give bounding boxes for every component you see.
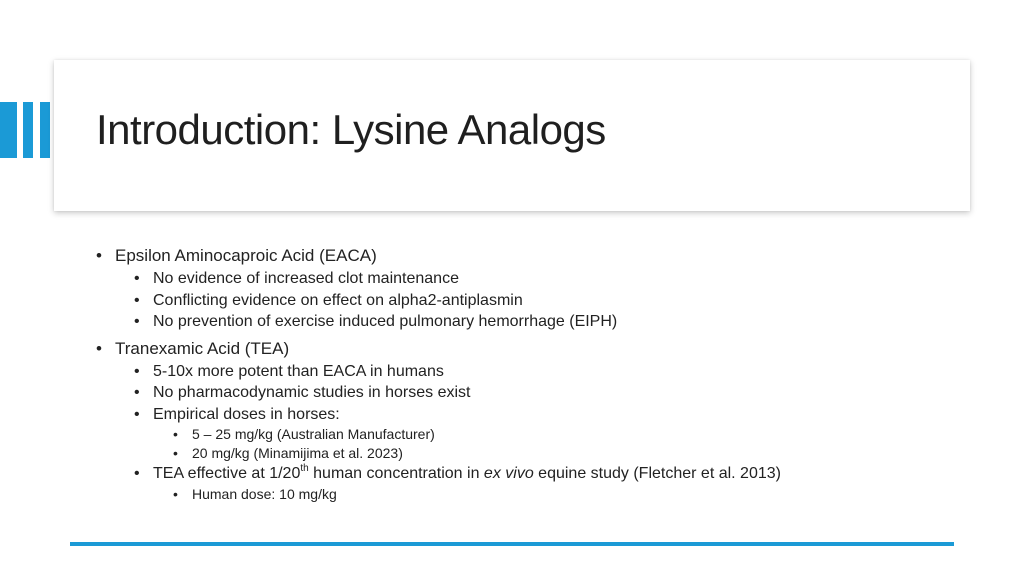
bullet-text: Epsilon Aminocaproic Acid (EACA) (115, 246, 377, 265)
sub-sub-bullet-item (96, 425, 996, 444)
bullet-text: Human dose: 10 mg/kg (192, 485, 337, 502)
bullet-text: No prevention of exercise induced pulmonary hemorrhage (EIPH) (153, 313, 618, 330)
bullet-icon: • (173, 426, 178, 442)
bullet-text: Empirical doses in horses: (153, 405, 340, 423)
bullet-list (96, 244, 996, 504)
sub-bullet-item (96, 268, 996, 290)
bullet-text-part: human concentration in (308, 465, 484, 482)
bullet-text: 20 mg/kg (Minamijima et al. 2023) (192, 445, 403, 461)
sub-sub-bullet-item (96, 444, 996, 463)
title-card (54, 60, 970, 211)
sub-bullet-item (96, 290, 996, 312)
superscript: th (300, 463, 309, 474)
accent-bar (40, 102, 50, 158)
bullet-text: No pharmacodynamic studies in horses exist (153, 384, 471, 401)
bullet-text: 5-10x more potent than EACA in humans (153, 362, 444, 380)
slide-title: Introduction: Lysine Analogs (96, 106, 606, 153)
bullet-icon: • (134, 465, 140, 482)
bullet-text: Conflicting evidence on effect on alpha2-antiplasmin (153, 291, 523, 309)
bullet-icon: • (134, 405, 140, 423)
sub-bullet-item (96, 382, 996, 404)
bullet-text: 5 – 25 mg/kg (Australian Manufacturer) (192, 426, 435, 442)
bullet-text-part: TEA effective at 1/20 (153, 465, 301, 482)
italic-term: ex vivo (483, 465, 534, 482)
bullet-item-tea (96, 337, 996, 361)
sub-bullet-item (96, 361, 996, 383)
bullet-text: No evidence of increased clot maintenance (153, 270, 459, 287)
bullet-icon: • (134, 362, 140, 380)
sub-bullet-item (96, 463, 996, 485)
sub-bullet-item (96, 404, 996, 426)
bullet-icon: • (173, 485, 178, 502)
bullet-icon: • (96, 338, 102, 358)
bullet-icon: • (134, 313, 140, 330)
bullet-icon: • (96, 246, 102, 265)
bullet-icon: • (134, 384, 140, 401)
sub-sub-bullet-item (96, 485, 996, 504)
sub-bullet-item (96, 311, 996, 333)
bullet-icon: • (173, 445, 178, 461)
bullet-text-part: equine study (Fletcher et al. 2013) (533, 465, 781, 482)
bullet-icon: • (134, 291, 140, 309)
bullet-icon: • (134, 270, 140, 287)
accent-bar (0, 102, 17, 158)
accent-bar (23, 102, 33, 158)
bullet-text: Tranexamic Acid (TEA) (115, 338, 290, 358)
bottom-rule (70, 542, 954, 546)
bullet-item-eaca (96, 244, 996, 268)
